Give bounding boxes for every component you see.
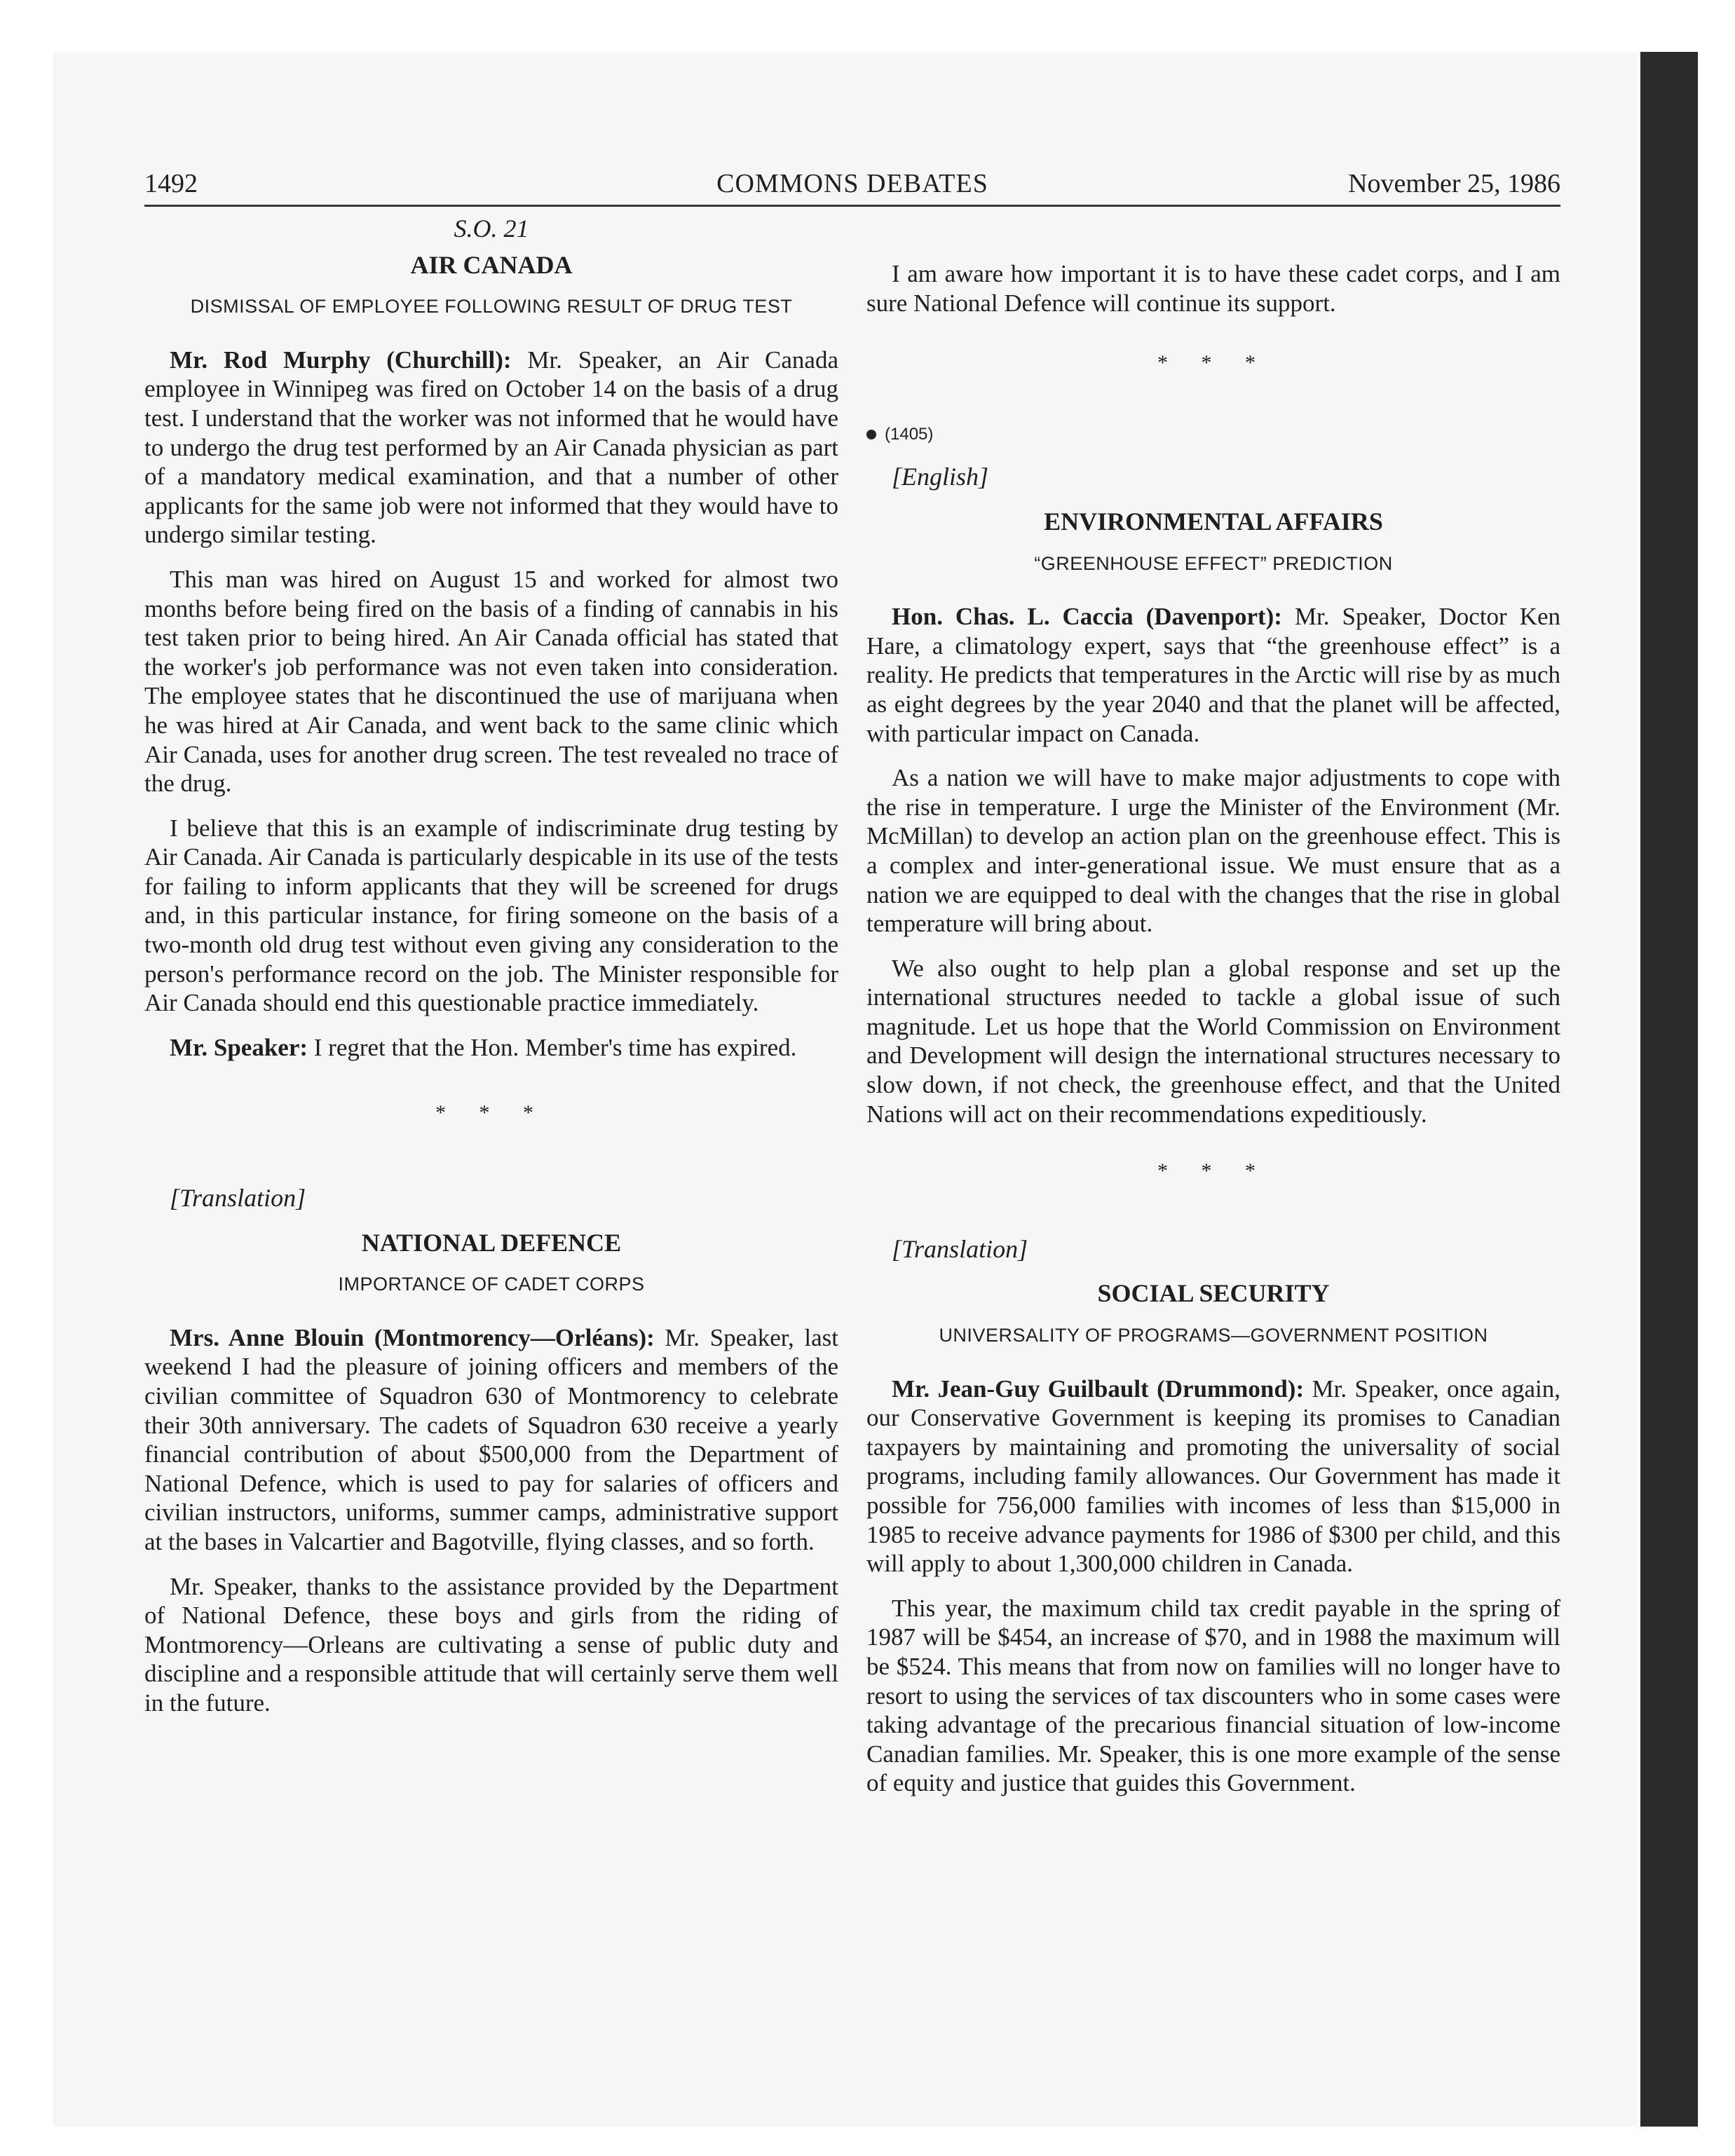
left-column [144, 210, 838, 1733]
publication-date: November 25, 1986 [1348, 169, 1560, 198]
paragraph: As a nation we will have to make major adjustments to cope with the rise in temperature. I urge the Minister of the Environment (Mr. McMillan) to develop an action plan on the greenhouse effect. This is a complex and inter-generational issue. We must ensure that as a nation we are equipped to deal with the changes that the rise in global temperature will bring about. [866, 764, 1560, 938]
paragraph: I am aware how important it is to have these cadet corps, and I am sure National Defence will continue its support. [866, 260, 1560, 317]
section-title-air-canada: AIR CANADA [410, 250, 573, 279]
speaker-name: Mrs. Anne Blouin (Montmorency—Orléans): [170, 1323, 655, 1351]
time-marker: (1405) [866, 420, 1560, 449]
speaker-name: Hon. Chas. L. Caccia (Davenport): [892, 603, 1282, 631]
speaker-name: Mr. Rod Murphy (Churchill): [170, 346, 512, 374]
section-title-national-defence: NATIONAL DEFENCE [361, 1228, 622, 1257]
section-separator: * * * [1157, 1159, 1270, 1183]
section-separator: * * * [1157, 351, 1270, 375]
language-marker: [Translation] [892, 1234, 1028, 1263]
page-number: 1492 [144, 169, 198, 198]
section-subtitle-cadet-corps: IMPORTANCE OF CADET CORPS [338, 1274, 645, 1295]
paragraph: Mr. Speaker: I regret that the Hon. Member's time has expired. [170, 1033, 797, 1061]
paragraph: Mr. Speaker, thanks to the assistance provided by the Department of National Defence, these boys and girls from the riding of Montmorency—Orleans are cultivating a sense of public duty and discipline and a responsible attitude that will certainly serve them well in the future. [144, 1572, 838, 1717]
speaker-name: Mr. Jean-Guy Guilbault (Drummond): [892, 1374, 1305, 1403]
speaker-name: Mr. Speaker: [170, 1033, 308, 1061]
right-column [866, 210, 1560, 1813]
language-marker: [Translation] [170, 1184, 306, 1213]
paragraph: Mr. Jean-Guy Guilbault (Drummond): Mr. Speaker, once again, our Conservative Government is keeping its promises to Canadian taxpayers by maintaining and promoting the universality of social programs, including family allowances. Our Government has made it possible for 756,000 families with incomes of less than $15,000 in 1985 to receive advance payments for 1986 of $300 per child, and this will apply to about 1,300,000 children in Canada. [866, 1374, 1561, 1578]
language-marker: [English] [892, 463, 989, 491]
publication-title: COMMONS DEBATES [716, 169, 988, 198]
scan-edge-bar [1640, 52, 1698, 2127]
section-separator: * * * [435, 1101, 547, 1125]
section-subtitle-greenhouse: “GREENHOUSE EFFECT” PREDICTION [1034, 552, 1393, 574]
paragraph: We also ought to help plan a global response and set up the international structures needed to tackle a global issue of such magnitude. Let us hope that the World Commission on Environment and Development will design the international structures necessary to slow down, if not check, the greenhouse effect, and that the United Nations will act on their recommendations expeditiously. [866, 954, 1560, 1128]
section-title-environmental: ENVIRONMENTAL AFFAIRS [1044, 507, 1383, 535]
section-title-social-security: SOCIAL SECURITY [1097, 1279, 1330, 1308]
section-subtitle-drug-test: DISMISSAL OF EMPLOYEE FOLLOWING RESULT OF DRUG TEST [190, 296, 793, 318]
paragraph: I believe that this is an example of indiscriminate drug testing by Air Canada. Air Canada is particularly despicable in its use of the tests for failing to inform applicants that they will be screened for drugs and, in this particular instance, for firing someone on the basis of a two-month old drug test without even giving any consideration to the person's performance record on the job. The Minister responsible for Air Canada should end this questionable practice immediately. [144, 814, 838, 1017]
paragraph: Hon. Chas. L. Caccia (Davenport): Mr. Speaker, Doctor Ken Hare, a climatology expert, says that “the greenhouse effect” is a reality. He predicts that temperatures in the Arctic will rise by as much as eight degrees by the year 2040 and that the planet will be affected, with particular impact on Canada. [866, 603, 1560, 747]
paragraph: Mr. Rod Murphy (Churchill): Mr. Speaker, an Air Canada employee in Winnipeg was fired on October 14 on the basis of a drug test. I understand that the worker was not informed that he would have to undergo the drug test performed by an Air Canada physician as part of a mandatory medical examination, and that a number of other applicants for the same job were not informed that they would have to undergo similar testing. [144, 346, 838, 549]
page-header [144, 165, 1560, 207]
bullet-icon [866, 430, 876, 439]
standing-order-label: S.O. 21 [454, 214, 529, 243]
paragraph: This year, the maximum child tax credit payable in the spring of 1987 will be $454, an increase of $70, and in 1988 the maximum will be $524. This means that from now on families will no longer have to resort to using the services of tax discounters who in some cases were taking advantage of the precarious financial situation of low-income Canadian families. Mr. Speaker, this is one more example of the sense of equity and justice that guides this Government. [866, 1594, 1560, 1797]
section-subtitle-universality: UNIVERSALITY OF PROGRAMS—GOVERNMENT POSITION [939, 1325, 1488, 1346]
paragraph: This man was hired on August 15 and worked for almost two months before being fired on the basis of a finding of cannabis in his test taken prior to being hired. An Air Canada official has stated that the worker's job performance was not even taken into consideration. The employee states that he discontinued the use of marijuana when he was hired at Air Canada, and went back to the same clinic which Air Canada, uses for another drug screen. The test revealed no trace of the drug. [144, 565, 838, 798]
paragraph: Mrs. Anne Blouin (Montmorency—Orléans): Mr. Speaker, last weekend I had the pleasure of joining officers and members of the civilian committee of Squadron 630 of Montmorency to celebrate their 30th anniversary. The cadets of Squadron 630 receive a yearly financial contribution of about $500,000 from the Department of National Defence, which is used to pay for salaries of officers and civilian instructors, uniforms, summer camps, administrative support at the bases in Valcartier and Bagotville, flying classes, and so forth. [144, 1323, 838, 1555]
